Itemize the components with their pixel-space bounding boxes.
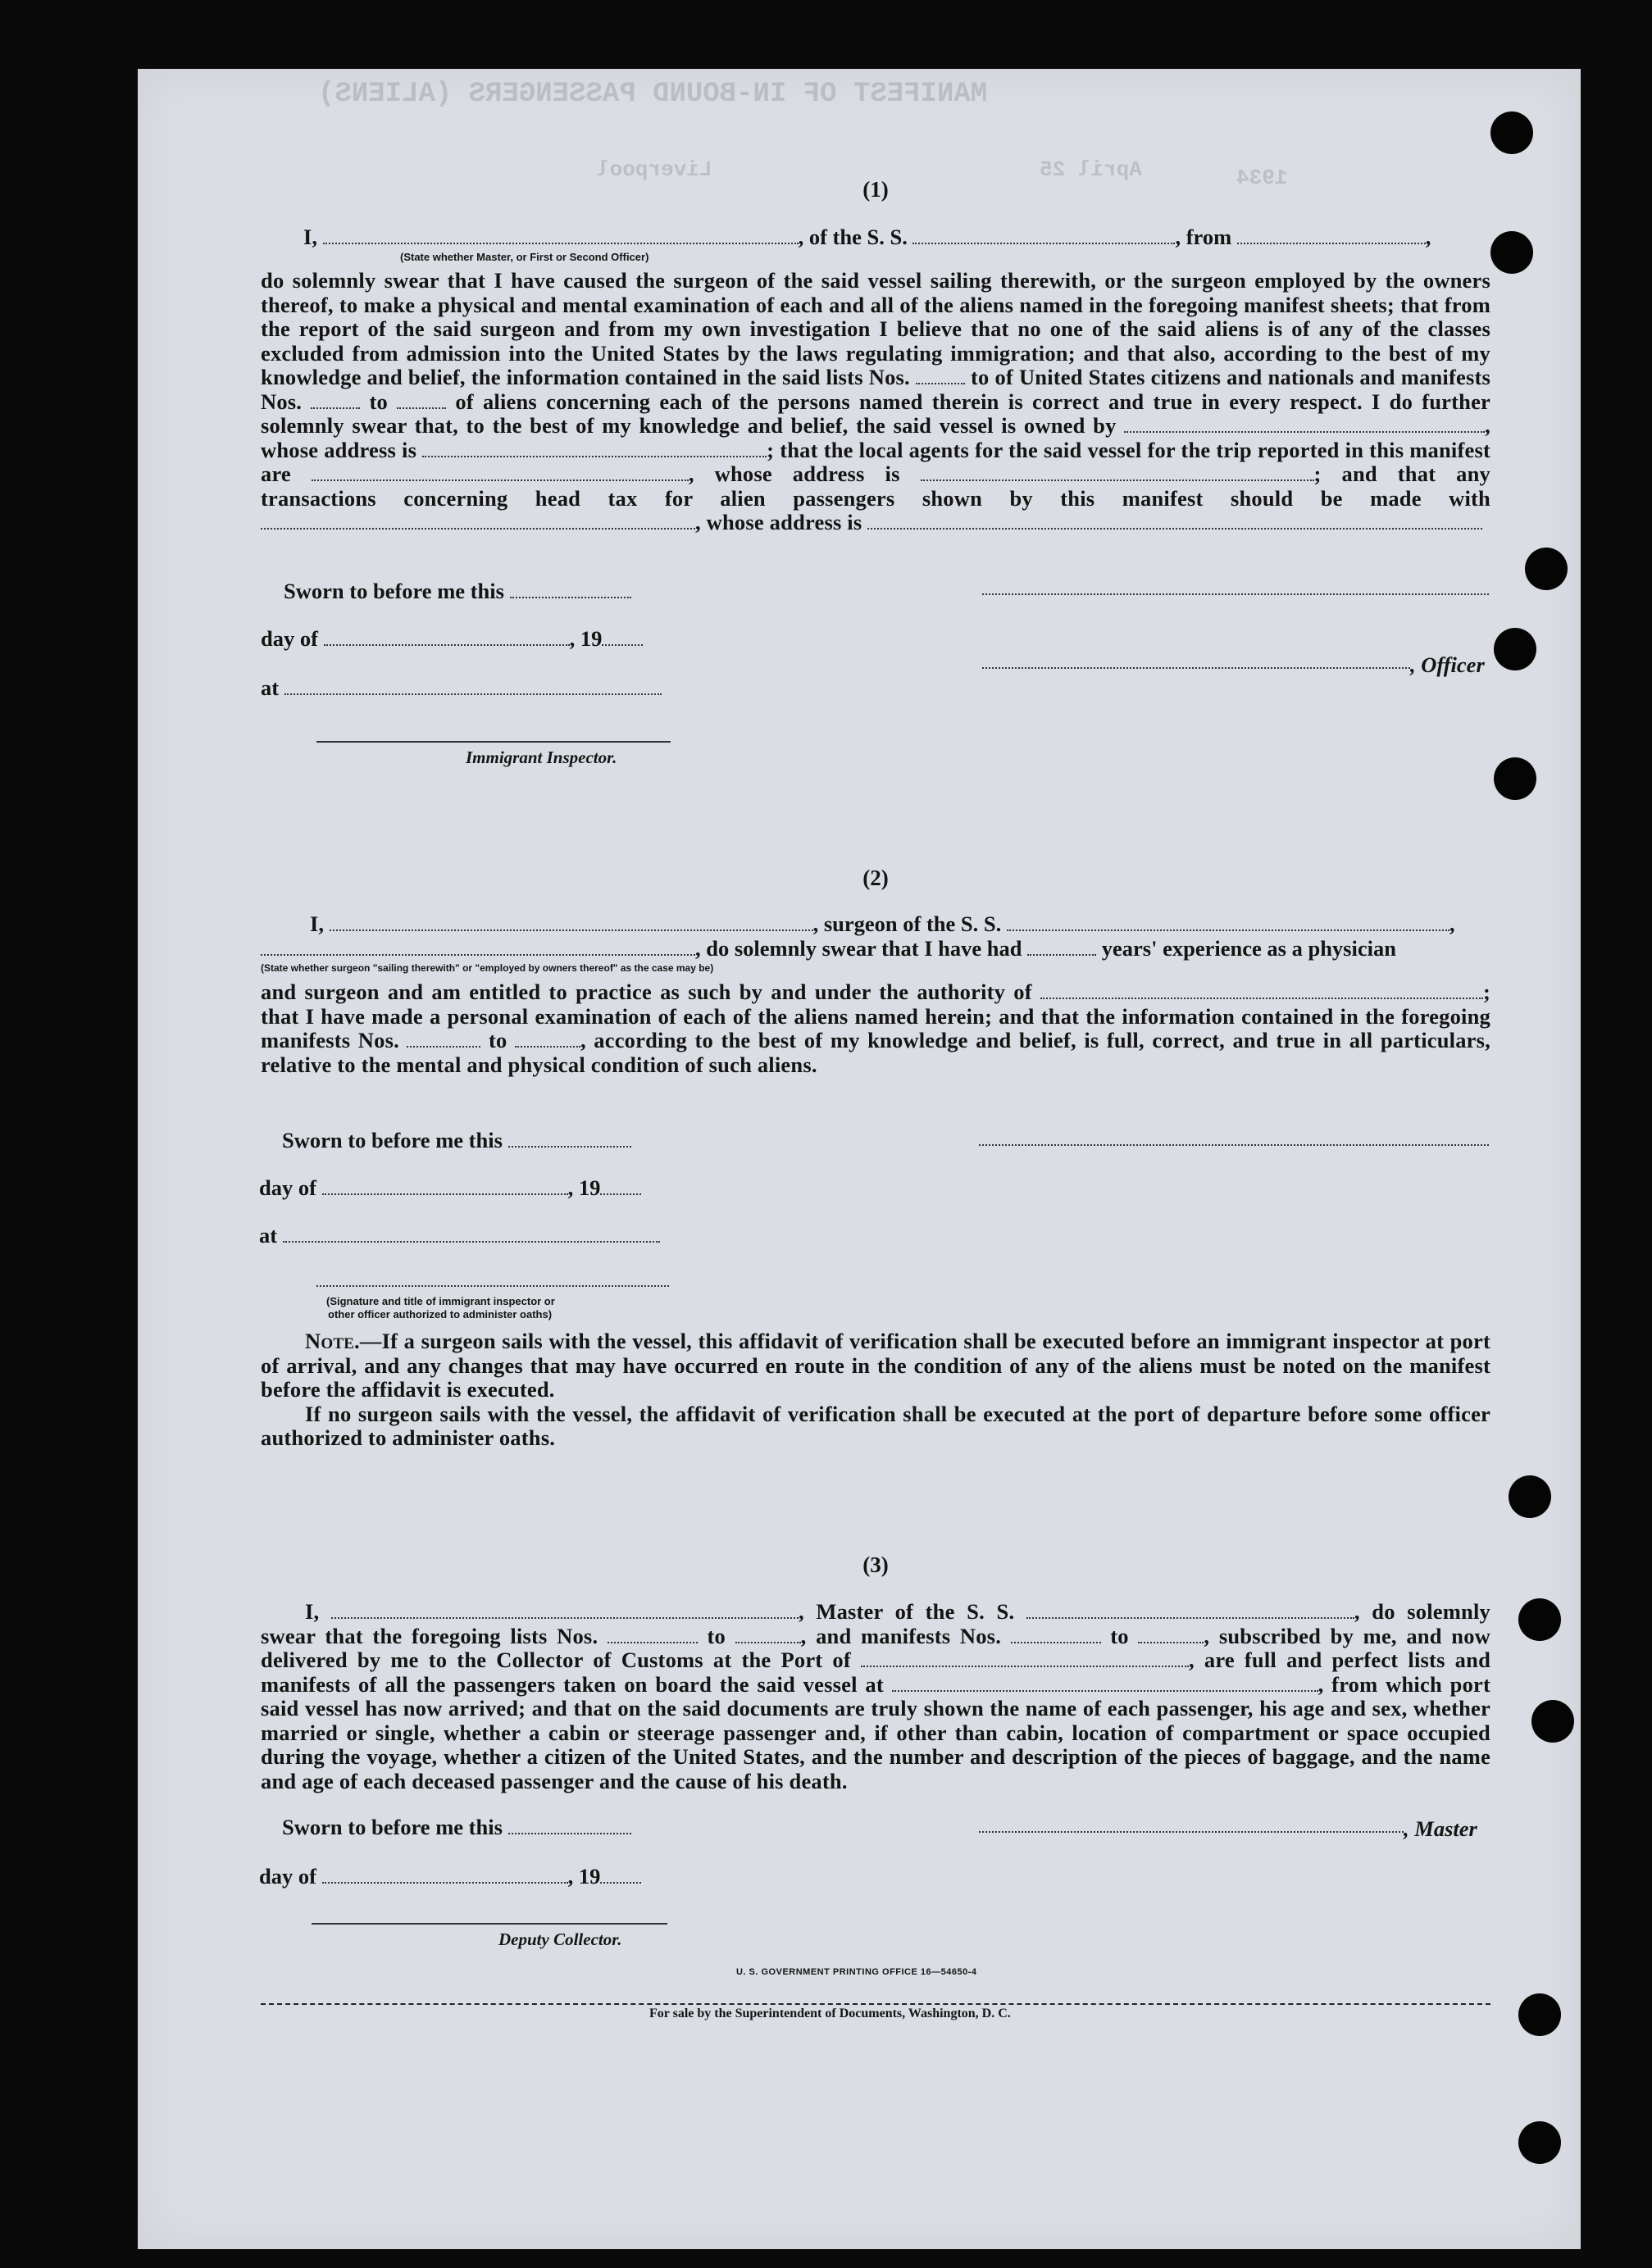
s1-at-line: [261, 675, 662, 701]
s3-day-line: [259, 1864, 641, 1889]
section-1-paragraph: [261, 269, 1490, 535]
s2-para-a: and surgeon and am entitled to practice as such by and under the authority of: [261, 979, 1032, 1004]
punch-hole: [1518, 1598, 1561, 1641]
at-label: at: [259, 1223, 278, 1248]
s3-para-d: , are full and perfect lists and manifests of all the passengers taken on board the said vessel at: [261, 1648, 1491, 1697]
s2-surgeon-signature-line[interactable]: [979, 1144, 1489, 1146]
section-2-note: [261, 1329, 1490, 1451]
s2-years-text: years' experience as a physician: [1101, 936, 1396, 961]
s2-vessel-field[interactable]: [1007, 915, 1449, 931]
section-3-paragraph: [261, 1600, 1490, 1793]
bleed-through-date: April 25: [1040, 157, 1142, 182]
s2-line-2: [261, 936, 1396, 961]
para-text-c: of United States citizens and nationals and manifests Nos.: [261, 365, 1491, 414]
s2-para-d: , according to the best of my knowledge and belief, is full, correct, and true in all particulars, relative to the mental and physical condition of such aliens.: [261, 1028, 1490, 1077]
section-1-body: [261, 269, 1490, 535]
s3-master-signature-line[interactable]: [979, 1831, 1404, 1833]
punch-hole: [1531, 1700, 1574, 1743]
s3-port-field[interactable]: [861, 1651, 1189, 1667]
section-2: [261, 866, 1490, 891]
section-2-body: [261, 980, 1490, 1077]
para-text-a: do solemnly swear that I have caused the surgeon of the said vessel sailing therewith, or the surgeon employed by the owners thereof, to make a physical and mental examination of each and all of the aliens named in the foregoing manifest sheets; that from the report of the said surgeon and from my own investigation I believe that no one of the said aliens is of any of the classes excluded from admission into the United States by the laws regulating immigration; and that also, according to the best of my knowledge and belief, the information contained in the said lists Nos.: [261, 268, 1490, 389]
footer-rule: [261, 2003, 1490, 2005]
day-of-label: day of: [259, 1864, 316, 1888]
para-text-g: ; that the local agents for the said vessel for the trip reported in this manifest are: [261, 437, 1490, 486]
punch-hole: [1509, 1475, 1551, 1518]
para-text-j: , whose address is: [695, 510, 862, 534]
day-of-label: day of: [259, 1175, 316, 1200]
s2-inspector-signature-line[interactable]: [316, 1285, 669, 1287]
para-text-e: of aliens concerning each of the persons named therein is correct and true in every respect. I do further solemnly swear that, to the best of my knowledge and belief, the said vessel is owned by: [261, 389, 1491, 438]
s1-officer-title-line[interactable]: [982, 667, 1410, 669]
punch-hole: [1518, 2121, 1561, 2164]
s3-para-e: , from which port said vessel has now arrived; and that on the said documents are truly shown the name of each passenger, his age and sex, whether married or single, whether a cabin or steerage passenger and, if other than cabin, location of compartment or space occupied during the voyage, whether a citizen of the United States, and the number and description of the pieces of baggage, and the name and age of each deceased passenger and the cause of his death.: [261, 1671, 1491, 1793]
agents-address-field[interactable]: [921, 465, 1314, 481]
surgeon-status-field[interactable]: [261, 939, 695, 956]
s2-year-field[interactable]: [600, 1179, 641, 1195]
s1-officer-label: , Officer: [1410, 652, 1485, 677]
s2-para-b: ; that I have made a personal examination of each of the aliens named herein; and that the information contained in the foregoing manifests Nos.: [261, 979, 1491, 1052]
s3-collector-signature-line[interactable]: [312, 1923, 667, 1925]
para-text-h: , whose address is: [688, 461, 900, 486]
s1-sworn-line: [284, 579, 631, 604]
sworn-label: Sworn to before me this: [282, 1815, 503, 1839]
officer-rank-hint: (State whether Master, or First or Second Officer): [400, 251, 649, 263]
s2-at-line: [259, 1223, 660, 1248]
s3-year-field[interactable]: [600, 1867, 641, 1884]
s2-sworn-day-field[interactable]: [508, 1131, 631, 1148]
s2-line-1: I, , surgeon of the S. S. ,: [310, 911, 1455, 936]
surgeon-ss-label: , surgeon of the S. S.: [812, 911, 1002, 936]
head-tax-field[interactable]: [261, 513, 695, 530]
manifests-from-field[interactable]: [311, 393, 360, 409]
owner-field[interactable]: [1124, 416, 1485, 433]
from-label: , from: [1175, 225, 1232, 249]
s2-manifests-to-field[interactable]: [515, 1031, 580, 1048]
section-2-number: (2): [862, 866, 889, 890]
from-port-field[interactable]: [1237, 228, 1426, 244]
s3-master-ss: , Master of the S. S.: [798, 1599, 1015, 1624]
s2-manifests-from-field[interactable]: [407, 1031, 480, 1048]
para-text-f: , whose address is: [261, 413, 1490, 462]
section-3: [261, 1552, 1490, 1578]
s1-at-field[interactable]: [284, 679, 662, 695]
s3-master-label: , Master: [1404, 1816, 1477, 1841]
s3-para-c: , subscribed by me, and now delivered by me to the Collector of Customs at the Port of: [261, 1623, 1491, 1672]
section-1: [261, 177, 1490, 202]
s1-inspector-caption: Immigrant Inspector.: [466, 748, 617, 767]
officer-name-field[interactable]: [323, 228, 799, 244]
at-label: at: [261, 675, 280, 700]
s3-month-field[interactable]: [322, 1867, 568, 1884]
section-3-body: [261, 1600, 1490, 1793]
surgeon-name-field[interactable]: [330, 915, 813, 931]
master-name-field[interactable]: [331, 1602, 799, 1619]
punch-hole: [1494, 628, 1536, 670]
s3-lists-to-field[interactable]: [735, 1627, 801, 1643]
s3-boarding-port-field[interactable]: [892, 1675, 1318, 1692]
sale-notice: For sale by the Superintendent of Documents, Washington, D. C.: [649, 2007, 1011, 2020]
section-1-number: (1): [862, 177, 889, 202]
manifests-to-field[interactable]: [397, 393, 446, 409]
note-paragraph-2: If no surgeon sails with the vessel, the affidavit of verification shall be executed at the port of departure before some officer authorized to administer oaths.: [261, 1401, 1490, 1450]
oath-pronoun: I,: [310, 911, 324, 936]
para-text-b: to: [970, 365, 990, 389]
s1-sworn-day-field[interactable]: [510, 582, 631, 598]
punch-hole: [1525, 548, 1568, 590]
year-prefix: , 19: [567, 1864, 601, 1888]
s3-sworn-line: [282, 1815, 631, 1840]
s2-month-field[interactable]: [322, 1179, 568, 1195]
s3-lists-from-field[interactable]: [608, 1627, 698, 1643]
years-experience-field[interactable]: [1027, 939, 1096, 956]
s3-manifests-to-field[interactable]: [1138, 1627, 1204, 1643]
s1-month-field[interactable]: [324, 629, 570, 646]
ss-label: , of the S. S.: [798, 225, 908, 249]
gpo-imprint: U. S. GOVERNMENT PRINTING OFFICE 16—54650-4: [736, 1967, 977, 1977]
note-paragraph: [261, 1329, 1490, 1402]
s3-to-1: to: [707, 1623, 726, 1648]
s3-collector-caption: Deputy Collector.: [498, 1929, 622, 1949]
owner-address-field[interactable]: [422, 441, 767, 457]
s2-swear-text: , do solemnly swear that I have had: [695, 936, 1022, 961]
s3-manifests-from-field[interactable]: [1011, 1627, 1101, 1643]
s2-sworn-line: [282, 1128, 631, 1153]
surgeon-status-hint: (State whether surgeon "sailing therewith" or "employed by owners thereof" as the case may be): [261, 962, 714, 974]
s2-signature-caption-2: other officer authorized to administer oaths): [328, 1308, 553, 1320]
para-text-i: ; and that any transactions concerning head tax for alien passengers shown by this manifest should be made with: [261, 461, 1491, 511]
bleed-through-year: 1934: [1236, 166, 1288, 190]
day-of-label: day of: [261, 626, 318, 651]
note-text: —If a surgeon sails with the vessel, this affidavit of verification shall be executed before an immigrant inspector at port of arrival, and any changes that may have occurred en route in the condition of any of the aliens must be noted on the manifest before the affidavit is executed.: [261, 1329, 1490, 1402]
punch-hole: [1490, 111, 1533, 154]
vessel-name-field[interactable]: [912, 228, 1175, 244]
head-tax-address-field[interactable]: [867, 513, 1482, 530]
s1-year-field[interactable]: [602, 629, 643, 646]
para-text-d: to: [369, 389, 388, 414]
oath-pronoun: I,: [303, 225, 317, 249]
s3-sworn-day-field[interactable]: [508, 1818, 631, 1834]
section-1-oath-line: I, , of the S. S. , from ,: [303, 225, 1431, 249]
sworn-label: Sworn to before me this: [282, 1128, 503, 1152]
document-page: [138, 69, 1581, 2249]
bleed-through-port: Liverpool: [597, 157, 712, 182]
s2-para-c: to: [488, 1028, 507, 1052]
sworn-label: Sworn to before me this: [284, 579, 504, 603]
s1-day-line: [261, 626, 643, 652]
s3-para-a: swear that the foregoing lists Nos.: [261, 1623, 598, 1648]
authority-field[interactable]: [1040, 983, 1483, 999]
s1-inspector-signature-line[interactable]: [316, 741, 671, 743]
punch-hole: [1494, 757, 1536, 800]
year-prefix: , 19: [567, 1175, 601, 1200]
agents-field[interactable]: [312, 465, 689, 481]
s3-solemnly: , do solemnly: [1354, 1599, 1490, 1624]
note-label: Note.: [305, 1329, 360, 1353]
s3-to-2: to: [1110, 1623, 1129, 1648]
oath-pronoun: I,: [305, 1599, 320, 1624]
punch-hole: [1518, 1993, 1561, 2036]
bleed-through-title: MANIFEST OF IN-BOUND PASSENGERS (ALIENS): [318, 79, 988, 110]
s2-signature-caption-1: (Signature and title of immigrant inspector or: [326, 1295, 555, 1307]
section-2-paragraph: [261, 980, 1490, 1077]
s2-at-field[interactable]: [283, 1226, 660, 1243]
s2-day-line: [259, 1175, 641, 1201]
lists-from-field[interactable]: [916, 368, 965, 384]
section-3-number: (3): [862, 1552, 889, 1577]
year-prefix: , 19: [569, 626, 603, 651]
s1-officer-signature-line[interactable]: [982, 593, 1489, 595]
s3-para-b: , and manifests Nos.: [800, 1623, 1002, 1648]
punch-hole: [1490, 231, 1533, 274]
s3-vessel-field[interactable]: [1026, 1602, 1354, 1619]
